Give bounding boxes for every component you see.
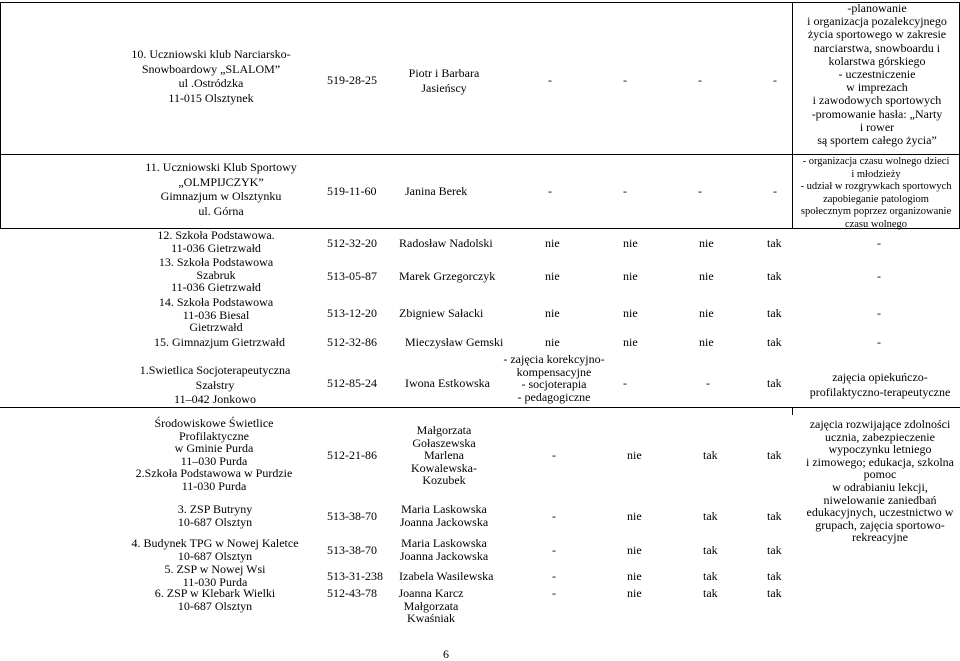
row12-col-4: tak xyxy=(767,236,782,250)
row11-description: - organizacja czasu wolnego dzieci i młodzieży - udział w rozgrywkach sportowych zapobieganie patologiom społecznym poprzez organizowanie czasu wolnego xyxy=(800,156,952,230)
zsp3-nip: 513-38-70 xyxy=(327,509,377,523)
row13-col-2: nie xyxy=(623,269,638,283)
row11-person: Janina Berek xyxy=(405,184,468,198)
zsp3-name: 3. ZSP Butryny 10-687 Olsztyn xyxy=(177,502,253,529)
row11-nip: 519-11-60 xyxy=(327,184,377,198)
row13-col-3: nie xyxy=(699,269,714,283)
srodowiskowe-name: Środowiskowe Świetlice Profilaktyczne w Gminie Purda 11–030 Purda 2.Szkoła Podstawowa w Purdzie 11-030 Purda xyxy=(135,416,293,493)
row10-description: -planowanie i organizacja pozalekcyjnego życia sportowego w zakresie narciarstwa, snowboardu i kolarstwa górskiego - uczestniczenie w imprezach i zawodowych sportowych -promowanie hasła: „Narty i rower są sportem całego życia” xyxy=(807,1,947,148)
zsp3-col-2: nie xyxy=(627,509,642,523)
zsp6-col-1: - xyxy=(552,586,556,600)
row10-dash-4: - xyxy=(773,73,777,87)
row15-col-4: tak xyxy=(767,335,782,349)
row13-person: Marek Grzegorczyk xyxy=(399,269,496,283)
rule-desc-column xyxy=(792,2,793,228)
row10-dash-2: - xyxy=(623,73,627,87)
zsp3-col-1: - xyxy=(552,509,556,523)
row11-dash-1: - xyxy=(548,184,552,198)
rule-desc-column-lower xyxy=(792,407,793,415)
zsp5-col-1: - xyxy=(552,569,556,583)
zsp4-persons: Maria Laskowska Joanna Jackowska xyxy=(399,536,489,563)
zsp6-name: 6. ZSP w Klebark Wielki 10-687 Olsztyn xyxy=(154,586,276,613)
row11-dash-4: - xyxy=(773,184,777,198)
zsp5-name: 5. ZSP w Nowej Wsi 11-030 Purda xyxy=(164,562,266,589)
zsp4-col-3: tak xyxy=(703,543,718,557)
row11-dash-3: - xyxy=(698,184,702,198)
row13-col-4: tak xyxy=(767,269,782,283)
row15-col-5: - xyxy=(877,335,881,349)
swietlica-col-2: - xyxy=(706,376,710,390)
swietlica-col-1: - xyxy=(623,376,627,390)
row13-school: 13. Szkoła Podstawowa Szabruk 11-036 Gietrzwałd xyxy=(158,255,274,295)
row15-school: 15. Gimnazjum Gietrzwałd xyxy=(154,335,285,349)
swietlica-person: Iwona Estkowska xyxy=(405,376,490,390)
swietlica-nip: 512-85-24 xyxy=(327,376,377,390)
srodowiskowe-nip: 512-21-86 xyxy=(327,448,377,462)
zsp6-col-4: tak xyxy=(767,586,782,600)
row11-club: 11. Uczniowski Klub Sportowy „OLMPIJCZYK” Gimnazjum w Olsztynku ul. Górna xyxy=(145,160,297,218)
swietlica-name: 1.Swietlica Socjoterapeutyczna Szałstry 11–042 Jonkowo xyxy=(139,363,291,406)
page-number: 6 xyxy=(443,647,449,661)
row12-person: Radosław Nadolski xyxy=(399,236,493,250)
srodowiskowe-description: zajęcia rozwijające zdolności ucznia, zabezpieczenie wypoczynku letniego i zimowego; edukacja, szkolna pomoc w odrabianiu lekcji, niwelowanie zaniedbań edukacyjnych, uczestnictwo w grupach, zajęcia sportowo- rekreacyjne xyxy=(806,417,954,545)
row13-col-5: - xyxy=(877,269,881,283)
row14-col-1: nie xyxy=(545,306,560,320)
zsp4-col-2: nie xyxy=(627,543,642,557)
row14-col-5: - xyxy=(877,306,881,320)
row10-club: 10. Uczniowski klub Narciarsko- Snowboardowy „SLALOM” ul .Ostródzka 11-015 Olsztynek xyxy=(131,47,291,105)
srodowiskowe-col-1: - xyxy=(552,448,556,462)
zsp4-nip: 513-38-70 xyxy=(327,543,377,557)
zsp5-col-3: tak xyxy=(703,569,718,583)
row14-col-3: nie xyxy=(699,306,714,320)
row12-col-1: nie xyxy=(545,236,560,250)
row11-dash-2: - xyxy=(623,184,627,198)
zsp3-col-4: tak xyxy=(767,509,782,523)
row14-col-2: nie xyxy=(623,306,638,320)
zsp6-persons: Joanna Karcz Małgorzata Kwaśniak xyxy=(398,586,464,626)
zsp6-nip: 512-43-78 xyxy=(327,586,377,600)
row15-col-2: nie xyxy=(623,335,638,349)
row10-person: Piotr i Barbara Jasieńscy xyxy=(408,66,480,95)
row15-nip: 512-32-86 xyxy=(327,335,377,349)
zsp5-nip: 513-31-238 xyxy=(327,569,383,583)
row15-col-1: nie xyxy=(545,335,560,349)
swietlica-description: zajęcia opiekuńczo- profilaktyczno-terapeutyczne xyxy=(809,370,951,399)
row12-nip: 512-32-20 xyxy=(327,236,377,250)
row12-school: 12. Szkoła Podstawowa. 11-036 Gietrzwałd xyxy=(157,228,275,255)
row14-nip: 513-12-20 xyxy=(327,306,377,320)
row12-col-3: nie xyxy=(699,236,714,250)
rule-left-edge xyxy=(0,2,1,228)
row13-col-1: nie xyxy=(545,269,560,283)
row15-col-3: nie xyxy=(699,335,714,349)
row10-dash-1: - xyxy=(548,73,552,87)
row10-nip: 519-28-25 xyxy=(327,73,377,87)
row14-school: 14. Szkoła Podstawowa 11-036 Biesal Gietrzwałd xyxy=(158,295,274,335)
rule-row10-bottom xyxy=(0,154,960,155)
row15-person: Mieczysław Gemski xyxy=(405,335,504,349)
zsp3-col-3: tak xyxy=(703,509,718,523)
zsp5-col-4: tak xyxy=(767,569,782,583)
row12-col-5: - xyxy=(877,236,881,250)
row13-nip: 513-05-87 xyxy=(327,269,377,283)
row14-col-4: tak xyxy=(767,306,782,320)
zsp5-col-2: nie xyxy=(627,569,642,583)
zsp6-col-2: nie xyxy=(627,586,642,600)
row14-person: Zbigniew Sałacki xyxy=(399,306,484,320)
srodowiskowe-col-4: tak xyxy=(767,448,782,462)
zsp6-col-3: tak xyxy=(703,586,718,600)
srodowiskowe-persons: Małgorzata Gołaszewska Marlena Kowalewska- Kozubek xyxy=(411,423,477,488)
rule-block-divider xyxy=(0,407,960,408)
row12-col-2: nie xyxy=(623,236,638,250)
zsp4-col-1: - xyxy=(552,543,556,557)
zsp3-persons: Maria Laskowska Joanna Jackowska xyxy=(399,502,489,529)
zsp5-person: Izabela Wasilewska xyxy=(399,569,494,583)
row10-dash-3: - xyxy=(698,73,702,87)
srodowiskowe-col-2: nie xyxy=(627,448,642,462)
zsp4-name: 4. Budynek TPG w Nowej Kaletce 10-687 Olsztyn xyxy=(131,536,299,563)
swietlica-col-3: tak xyxy=(767,376,782,390)
srodowiskowe-col-3: tak xyxy=(703,448,718,462)
swietlica-zajecia: - zajęcia korekcyjno- kompensacyjne - socjoterapia - pedagogiczne xyxy=(503,352,605,404)
zsp4-col-4: tak xyxy=(767,543,782,557)
